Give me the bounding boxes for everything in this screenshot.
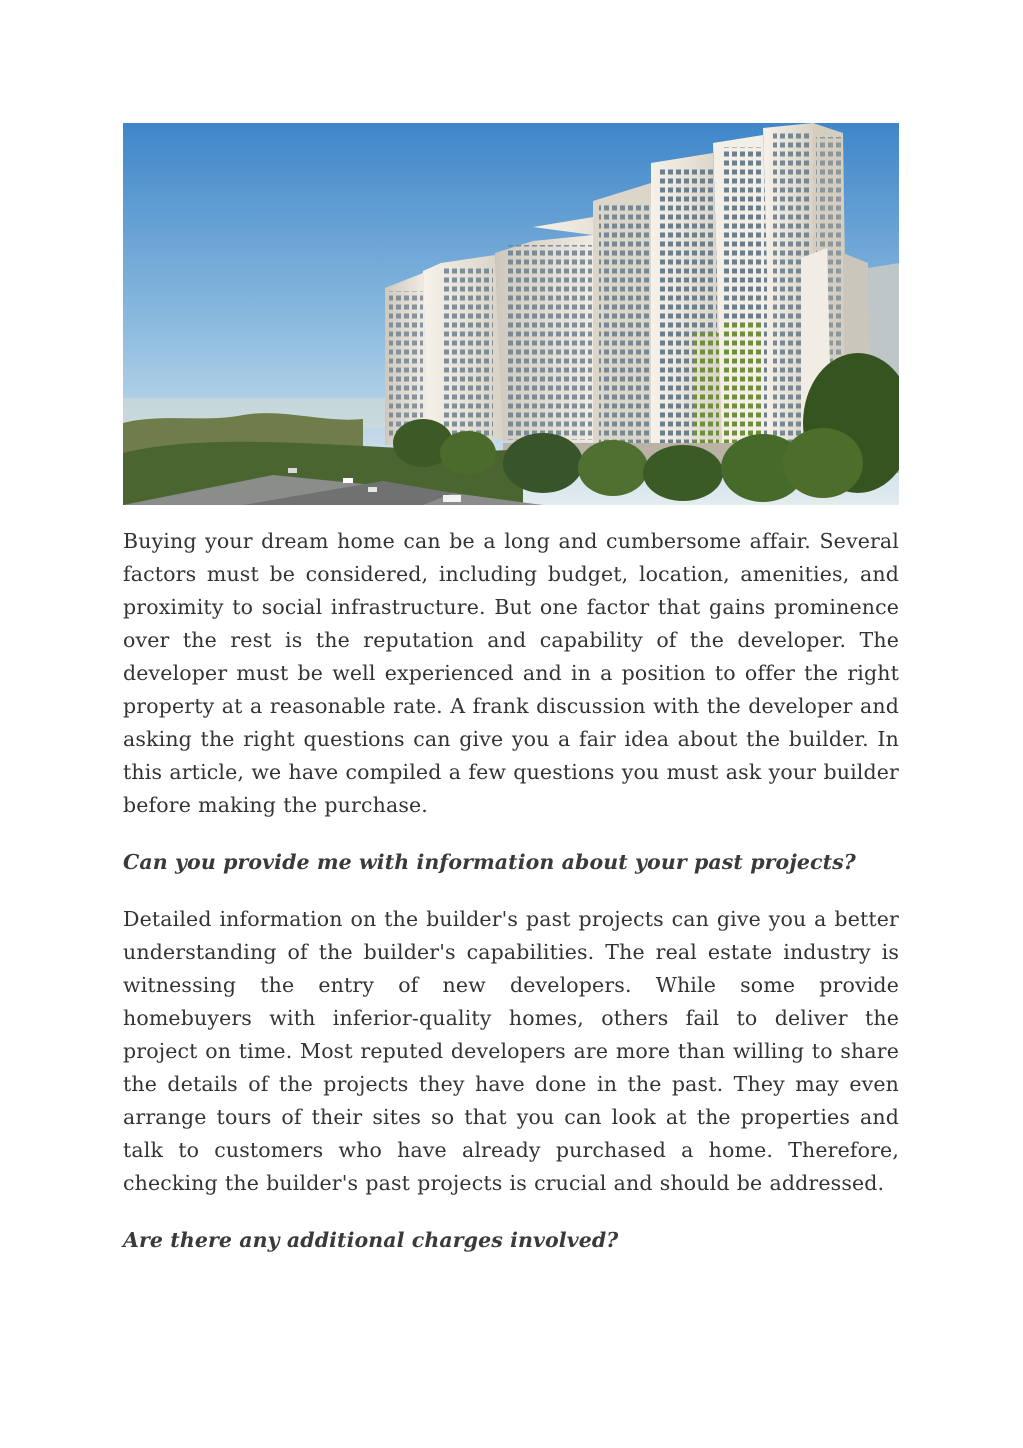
past-projects-paragraph: Detailed information on the builder's past projects can give you a better understanding of the builder's capabilities. The real estate industry is witnessing the entry of new developers. While some provide homebuyers with inferior-quality homes, others fail to deliver the project on time. Most reputed developers are more than willing to share the details of the projects they have done in the past. They may even arrange tours of their sites so that you can look at the properties and talk to customers who have already purchased a home. Therefore, checking the builder's past projects is crucial and should be addressed. [123, 907, 899, 1195]
question-heading-additional-charges: Are there any additional charges involved? [123, 1228, 619, 1252]
building-photo [123, 123, 899, 505]
document-page [123, 123, 899, 1257]
question-heading-past-projects: Can you provide me with information about your past projects? [123, 850, 856, 874]
intro-paragraph: Buying your dream home can be a long and cumbersome affair. Several factors must be considered, including budget, location, amenities, and proximity to social infrastructure. But one factor that gains prominence over the rest is the reputation and capability of the developer. The developer must be well experienced and in a position to offer the right property at a reasonable rate. A frank discussion with the developer and asking the right questions can give you a fair idea about the builder. In this article, we have compiled a few questions you must ask your builder before making the purchase. [123, 529, 899, 817]
